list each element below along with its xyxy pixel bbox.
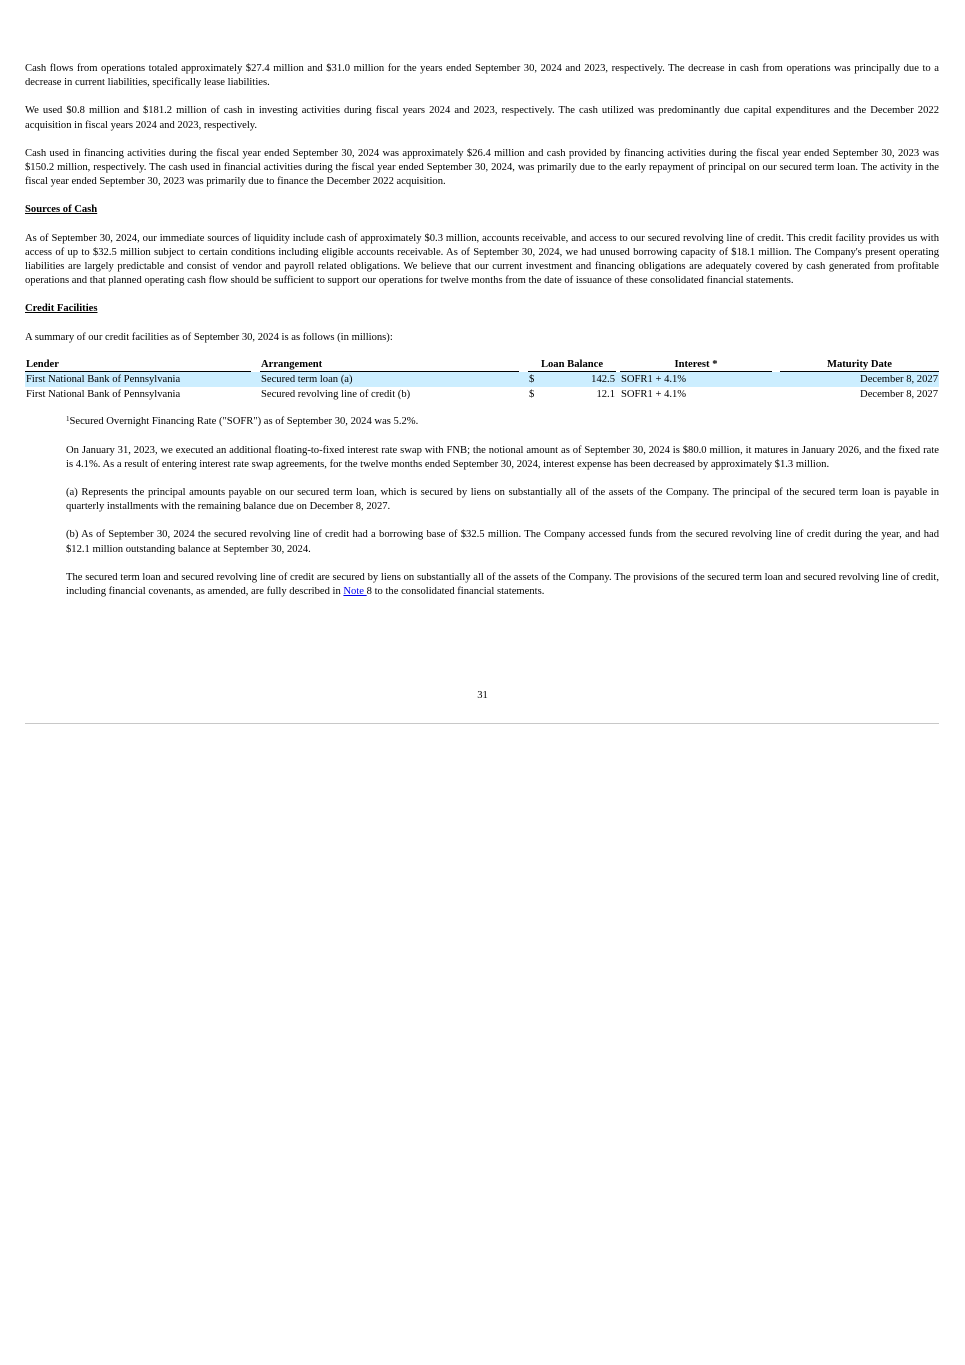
header-loan-balance: Loan Balance bbox=[528, 358, 616, 373]
footnote-marker: 1 bbox=[66, 415, 70, 424]
page-divider bbox=[25, 723, 939, 724]
credit-facilities-table bbox=[25, 358, 939, 402]
interest-rate-swap-paragraph: On January 31, 2023, we executed an additional floating-to-fixed interest rate swap with FNB; the notional amount as of September 30, 2024 is $80.0 million, it matures in January 2026, and the fixed rate is 4.1%. As a result of entering interest rate swap agreements, for the twelve months ended September 30, 2024, interest expense has been decreased by approximately $1.3 million. bbox=[66, 444, 939, 470]
cell-loan-balance bbox=[528, 372, 616, 387]
document-page bbox=[25, 62, 939, 613]
cell-lender: First National Bank of Pennsylvania bbox=[26, 388, 181, 400]
table-row bbox=[25, 372, 939, 387]
credit-facilities-heading: Credit Facilities bbox=[25, 303, 98, 315]
page-number: 31 bbox=[477, 690, 488, 701]
operations-cash-flow-paragraph: Cash flows from operations totaled approximately $27.4 million and $31.0 million for the years ended September 30, 2024 and 2023, respectively. The decrease in cash from operations was principally due to a decrease in current liabilities, specifically lease liabilities. bbox=[25, 63, 939, 89]
cell-interest: SOFR1 + 4.1% bbox=[621, 388, 687, 400]
cell-loan-balance bbox=[528, 387, 616, 402]
table-header-row bbox=[25, 358, 939, 373]
note-8-link[interactable]: Note bbox=[343, 585, 367, 597]
cell-arrangement: Secured term loan (a) bbox=[260, 372, 519, 387]
sofr-footnote bbox=[66, 415, 939, 429]
sources-of-cash-heading: Sources of Cash bbox=[25, 204, 98, 216]
cell-lender: First National Bank of Pennsylvania bbox=[25, 372, 251, 387]
cell-currency-symbol: $ bbox=[529, 388, 535, 400]
cell-maturity-date: December 8, 2027 bbox=[860, 388, 938, 400]
financing-activities-paragraph: Cash used in financing activities during the fiscal year ended September 30, 2024 was approximately $26.4 million and cash provided by financing activities during the fiscal year ended September 30, 2023 was $150.2 million, respectively. The cash used in financial activities during the fiscal year ended September 30, 2024, was primarily due to the early repayment of principal on our secured term loan. The activity in the fiscal year ended September 30, 2023 was primarily due to finance the December 2022 acquisition. bbox=[25, 147, 939, 188]
note-b-paragraph: (b) As of September 30, 2024 the secured revolving line of credit had a borrowing base of $32.5 million. The Company accessed funds from the secured revolving line of credit during the year, and had $12.1 million outstanding balance at September 30, 2024. bbox=[66, 529, 939, 555]
sources-of-cash-paragraph: As of September 30, 2024, our immediate sources of liquidity include cash of approximately $0.3 million, accounts receivable, and access to our secured revolving line of credit. This credit facility provides us with access of up to $32.5 million subject to certain conditions including eligible accounts receivable. As of September 30, 2024, we had unused borrowing capacity of $18.1 million. The Company's present operating liabilities are largely predictable and consist of vendor and payroll related obligations. We believe that our current investment and financing obligations are adequately covered by cash generated from profitable operations and that planned operating cash flow should be sufficient to support our operations for twelve months from the date of issuance of these consolidated financial statements. bbox=[25, 232, 939, 287]
closing-paragraph bbox=[66, 571, 939, 599]
credit-facilities-intro: A summary of our credit facilities as of September 30, 2024 is as follows (in millions): bbox=[25, 331, 393, 343]
closing-text: The secured term loan and secured revolving line of credit are secured by liens on substantially all of the assets of the Company. The provisions of the secured term loan and secured revolving line of credit, including financial covenants, as amended, are fully described in bbox=[66, 571, 939, 597]
cell-balance-value: 12.1 bbox=[596, 388, 615, 400]
table-row bbox=[25, 387, 939, 402]
cell-balance-value: 142.5 bbox=[591, 374, 615, 386]
cell-maturity-date: December 8, 2027 bbox=[780, 372, 939, 387]
footnote-text: Secured Overnight Financing Rate ("SOFR") as of September 30, 2024 was 5.2%. bbox=[69, 416, 419, 428]
investing-activities-paragraph: We used $0.8 million and $181.2 million of cash in investing activities during fiscal years 2024 and 2023, respectively. The cash utilized was predominantly due capital expenditures and the December 2022 acquisition in fiscal years 2024 and 2023, respectively. bbox=[25, 105, 939, 131]
note-a-paragraph: (a) Represents the principal amounts payable on our secured term loan, which is secured by liens on substantially all of the assets of the Company. The principal of the secured term loan is payable in quarterly installments with the remaining balance due on December 8, 2027. bbox=[66, 486, 939, 513]
header-interest: Interest * bbox=[620, 358, 772, 373]
header-maturity-date: Maturity Date bbox=[780, 358, 939, 373]
cell-arrangement: Secured revolving line of credit (b) bbox=[261, 388, 411, 400]
cell-interest: SOFR1 + 4.1% bbox=[620, 372, 772, 387]
header-arrangement: Arrangement bbox=[260, 358, 519, 373]
closing-text-end: 8 to the consolidated financial statements. bbox=[366, 585, 545, 597]
cell-currency-symbol: $ bbox=[529, 374, 535, 386]
header-lender: Lender bbox=[25, 358, 251, 373]
